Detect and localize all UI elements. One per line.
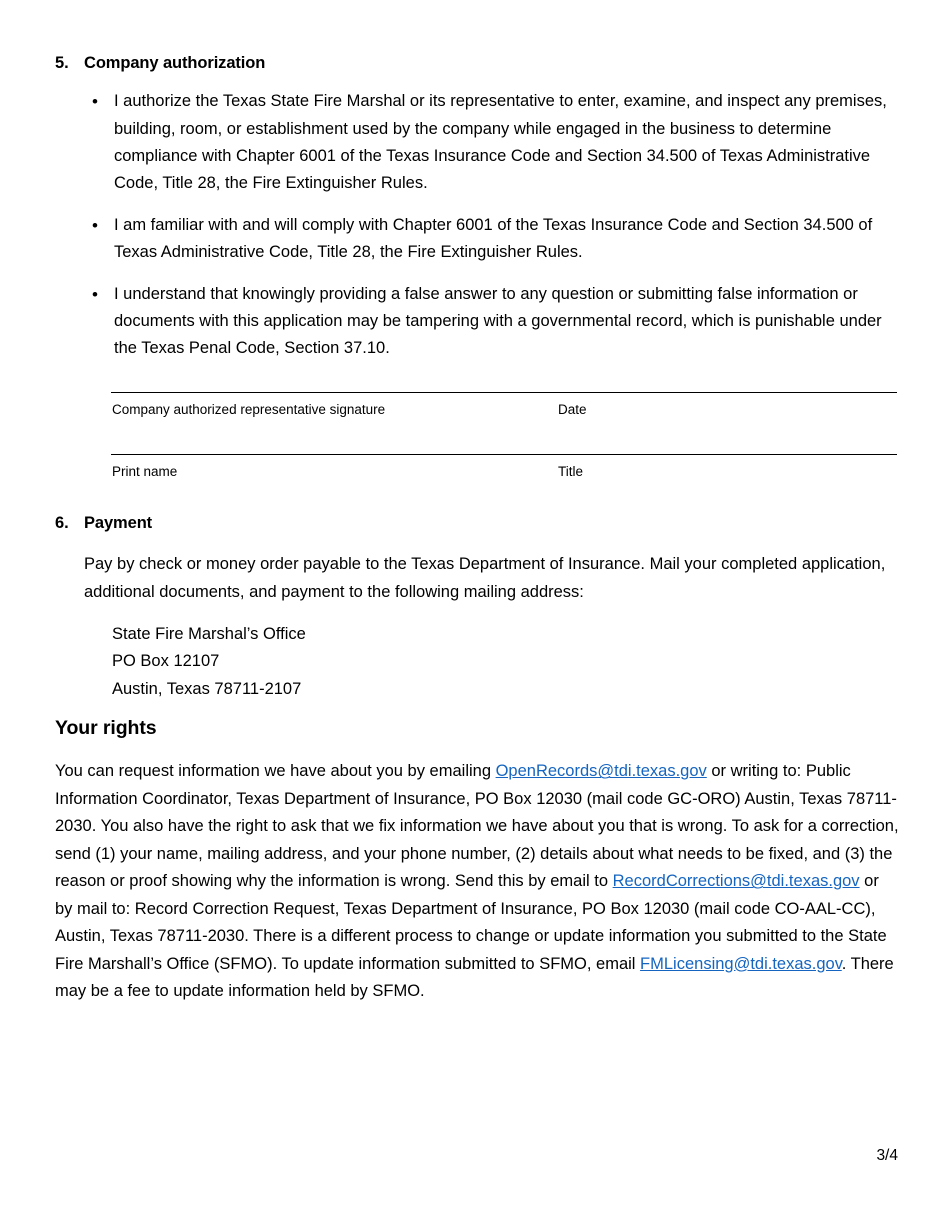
bullet-text: I am familiar with and will comply with Chapter 6001 of the Texas Insurance Code and Section 34.500 of Texas Administrative Code, Title 28, the Fire Extinguisher Rules. (114, 215, 873, 262)
signature-row (111, 393, 897, 454)
record-corrections-email-link[interactable]: RecordCorrections@tdi.texas.gov (612, 872, 860, 891)
rights-text-part-2: or writing to: Public Information Coordinator, Texas Department of Insurance, PO Box 12030 (mail code GC-ORO) Austin, Texas 78711-2030. You also have the right to ask that we fix information we have about you that is wrong. To ask for a correction, send (1) your name, mailing address, and your phone number, (2) details about what needs to be fixed, and (3) the reason or proof showing why the information is wrong. Send this by email to (55, 762, 899, 891)
section-5-number: 5. (55, 54, 69, 72)
address-line-1: State Fire Marshal’s Office (112, 625, 306, 644)
signature-line-label: Company authorized representative signature (112, 402, 386, 417)
date-line-label: Date (558, 402, 587, 417)
address-line-2: PO Box 12107 (112, 652, 220, 671)
bullet-text: I authorize the Texas State Fire Marshal or its representative to enter, examine, and inspect any premises, building, room, or establishment used by the company while engaged in the business to determine compliance with Chapter 6001 of the Texas Insurance Code and Section 34.500 of Texas Administrative Code, Title 28, the Fire Extinguisher Rules. (114, 92, 887, 193)
title-line-label: Title (558, 464, 584, 479)
signature-block (111, 392, 897, 516)
bullet-icon: • (92, 92, 98, 112)
section-6-heading (55, 512, 900, 534)
page-number: 3/4 (876, 1147, 898, 1164)
print-name-row (111, 455, 897, 516)
rights-text-part-4: . There may be a fee to update information held by SFMO. (55, 954, 894, 1001)
mailing-address (112, 621, 900, 703)
print-name-line-label: Print name (112, 464, 178, 479)
list-item (55, 88, 900, 198)
payment-instructions: Pay by check or money order payable to the Texas Department of Insurance. Mail your completed application, additional documents, and payment to the following mailing address: (84, 555, 886, 601)
section-6-number: 6. (55, 514, 69, 532)
bullet-icon: • (92, 284, 98, 304)
open-records-email-link[interactable]: OpenRecords@tdi.texas.gov (495, 762, 707, 781)
list-item (55, 212, 900, 267)
list-item (55, 281, 900, 363)
rights-text-part-3: or by mail to: Record Correction Request, Texas Department of Insurance, PO Box 12030 (mail code CO-AAL-CC), Austin, Texas 78711-2030. There is a different process to change or update information you submitted to the State Fire Marshall’s Office (SFMO). To update information submitted to SFMO, email (55, 872, 887, 973)
address-line-3: Austin, Texas 78711-2107 (112, 679, 302, 698)
section-your-rights (55, 716, 900, 1006)
bullet-text: I understand that knowingly providing a false answer to any question or submitting false information or documents with this application may be tampering with a governmental record, which is punishable under the Texas Penal Code, Section 37.10. (114, 284, 882, 358)
your-rights-paragraph (55, 758, 900, 1005)
section-payment (55, 512, 900, 703)
bullet-icon: • (92, 215, 98, 235)
authorization-bullet-list (55, 88, 900, 362)
section-company-authorization (55, 52, 900, 363)
fm-licensing-email-link[interactable]: FMLicensing@tdi.texas.gov (640, 954, 842, 973)
section-5-heading (55, 52, 900, 74)
section-6-title: Payment (84, 514, 153, 532)
section-5-title: Company authorization (84, 54, 266, 72)
your-rights-heading: Your rights (55, 717, 157, 739)
rights-text-part-1: You can request information we have about you by emailing (55, 762, 496, 781)
